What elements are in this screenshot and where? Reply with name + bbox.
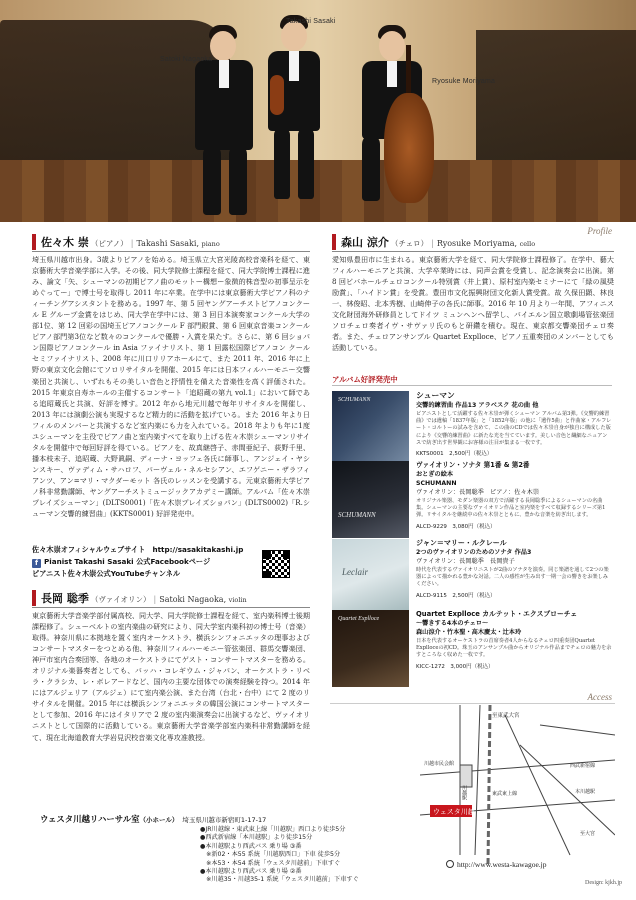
album-item[interactable] [332,539,612,621]
album-performers: ヴァイオリン：長岡聡季 長岡貴子 [416,558,515,565]
map-label: 至東武大宮 [492,713,520,719]
nagaoka-name-jp: 長岡 聡季 [41,592,89,605]
album-description: オリジナル楽器、モダン楽器の双方で活躍する長岡聡季によるシューマンの名曲集。シューマンの主要なヴァイオリン作品と室内楽をすべて収録するシリーズ第1弾。リサイタルを継続中の佐々木崇とともに、豊かな音楽を紡ぎ出します。 [416,498,606,519]
map-label: 東武東上線 [492,791,518,797]
album-item[interactable] [332,610,612,692]
album-code: ALCD-9115 2,500円（税込） [416,592,496,599]
access-routes [200,826,359,885]
access-route: ※新02・本55 系統「川越駅西口」下車 徒歩5分 [200,851,341,859]
globe-icon [446,860,454,868]
website-link[interactable] [446,860,547,869]
album-code: ALCD-9229 3,080円（税込） [416,523,496,530]
album-subtitle: 交響的練習曲 作品13 アラベスク 花の曲 他 [416,402,539,409]
website-url[interactable]: http://sasakitakashi.jp [152,545,244,554]
albums-rule [332,385,612,386]
photo-name-sasaki: Takashi Sasaki [286,18,336,25]
album-code: KKTS0001 2,500円（税込） [416,451,493,458]
access-label: Access [587,692,612,702]
album-item[interactable] [332,461,612,543]
qr-code [262,550,290,578]
youtube-label[interactable]: ピアニスト佐々木崇公式YouTubeチャンネル [32,569,181,578]
access-url[interactable]: http://www.westa-kawagoe.jp [457,860,547,869]
sasaki-heading-rule [32,251,310,252]
nagaoka-heading [32,590,247,606]
sasaki-instrument-en: piano [201,240,220,248]
heading-separator: | [130,239,134,248]
photo-name-moriyama: Ryosuke Moriyama [432,78,496,85]
sasaki-bio: 埼玉県川越市出身。3歳よりピアノを始める。埼玉県立大宮光陵高校音楽科を経て、東京藝術大学音楽学部に入学。その後、同大学院修士課程を経て、同大学院博士課程に進み、論文「矢、シューマンの初期ピアノ曲のモットー構想ー象徴的株音型の初事呈示をめぐってー」で博士号を取得し 2011 年に卒業。在学中には東京藝術大学ピアノ科のティーチングアシスタントを務める。1997 年、第 5 回ヤングアーチストピアノコンクール E グループ金賞をはじめ、同大学在学中には、第 3 回日本演奏家コンクール大学の部1位、第 12 回彩の国埼玉ピアノコンクール F 部門銀賞、第 6 回東京音楽コンクールピアノ部門第3位など数々のコンクールで優勝・入賞を果たす。さらに、第 6 回ショパン国際ピアノコンクール in Asia ファイナリスト、第 1 回露松国際ピアノコン クールセミファイナリスト、2008 年に川口リリアホールにて、また 2011 年、2016 年に上野の東京文化会館にてソロリサイタルを開催、2015 年には日本フィルハーモニー交響楽団と共演し、いずれもその美しい音色と抒情性を備えた音楽性を高く評価された。2015 年東京自寿ホールの主催するコンサート「追昭蔵の第九 vol.1」において師である追昭蔵氏と共演、好評を博す。2012 年から地元川越で毎年リサイタルを開催し、2013 年には演劇公演も実現するなど精力的に活動を拡げている。また 2016 年より日フィルのメンバーと共演するなど室内楽にも力を入れている。2018 年よりも年に1度ユシューマンを主役でピアノ曲と室内楽すべてを取り上げる佐々木崇シューマンリサイタルを開催中で毎回好評を得ている。ピアノを、故真継啓子、赤間亜紀子、荻野千里、播本枝未子、追昭蔵、大野眞嗣、ディーナ・ヨッフェ各氏に師事し、アンジェイ・ヤシンスキー、ヴァディム・サハロフ、パーヴェル・ネルセシアン、エフゲニー・ザラフィアンツ、アン=マリ・マクダーモット 各氏のレッスンを受講する。元東京藝術大学ピアノ科非常勤講師、ヤングアーチストミュージックアカデミー講師。アルバム「佐々木崇プレイズシューマン」(DLTS0001)「佐々木崇プレイズショパン」(DLTS0002)「R.シューマン交響的練習曲」(KKTS0001) 好評発売中。 [32,255,310,519]
album-cover [332,461,409,538]
venue-small: （小ホール） [139,816,179,824]
moriyama-heading-rule [332,251,614,252]
access-rule [330,703,615,704]
access-route: ●本川越駅より西武バス 乗り場 ③番 [200,842,302,850]
nagaoka-instrument-en: violin [228,596,247,604]
nagaoka-bio: 東京藝術大学音楽学部付属高校、同大学、同大学院修士課程を経て、室内楽科博士後期課程修了。シューベルトの室内楽曲の研究により、同大学室内楽科初の博士号（音楽）取得。神奈川県に本拠地を置く室内オーケストラ、横浜シンフォニエッタの理事およびコンサートマスターをつとめる他、神奈川フィルハーモニー管弦楽団、群馬交響楽団、神戸市室内合奏団等、各地のオーケストラにてゲスト・コンサートマスターを務める。オリジナル楽器奏者としても、バッハ・コレギウム・ジャパン、オーケストラ・リベラ・クラシカ、レ・ボレアードなど、国内の主要な団体での演奏経験を持つ。2014 年にはアルジェリア（アルジェ）にて室内楽公演、また台湾（台北・台中）にて 2 度のリサイタルを開催。2015 年には横浜シンフォニエッタの韓国公演にコンサートマスターとして参加、2016 年にはイタリアで 2 度の室内楽演奏会に出演するなど、ヴァイオリニストとして国際的に活動している。東京藝術大学音楽学部室内楽科非常勤講師を経て、現在北海道教育大学岩見沢校音楽文化専攻准教授。 [32,611,310,742]
album-description: 時代を代表するヴァイオリニストが2曲のソナタを演奏。同じ楽譜を通して2つの楽器によって描かれる豊かな対話。二人の感性が生み出す一期一会の響きをお楽しみください。 [416,567,609,588]
map-label: 至大宮 [580,831,596,837]
venue-line [40,813,266,825]
album-subtitle: 〜響きする4本のチェロ〜 [416,620,489,627]
sasaki-instrument-jp: （ピアノ） [90,239,128,248]
trio-photo [0,0,636,222]
moriyama-name-jp: 森山 涼介 [341,236,389,249]
map-label: 川越市民会館 [424,761,455,767]
sasaki-links [32,544,262,580]
youtube-line[interactable] [32,568,262,580]
piano-right [476,30,636,170]
photo-floor [0,160,636,222]
map-label: 本川越駅 [575,789,596,795]
cover-text: Leclair [342,567,368,577]
access-map [420,705,615,875]
nagaoka-instrument-jp: （ヴァイオリン） [90,595,151,604]
album-title: Quartet Explloce カルテット・エクスプローチェ [416,610,578,618]
access-route: ※川越35・川越35-1 系統「ウェスタ川越前」下車すぐ [200,876,359,884]
photo-name-nagaoka: Satoki Nagaoka [160,56,213,63]
moriyama-instrument-jp: （チェロ） [390,239,429,248]
website-label: 佐々木崇オフィシャルウェブサイト [32,545,146,554]
sasaki-name-jp: 佐々木 崇 [41,236,89,249]
facebook-icon: f [32,559,41,568]
album-description: ピアニストとして活躍する佐々木崇が弾くシューマン アルバム第3弾。《交響的練習曲》では遺稿「1837年版」と「1852年版」の他に「遺作5曲」と作曲家・アルフレート・コルトーの試みを含めて、この曲のCDでは佐々木崇自身が独自に構成した版により《交響的練習曲》に新たな光を当てています。美しい音色と繊細なニュアンスで紡ぎ出す世界観にお客様の注目が集まる一枚です。 [416,411,612,446]
album-title: ジャン＝マリー・ルクレール [416,539,507,547]
heading-separator: | [153,595,157,604]
map-label-venue: ウェスタ川越 [433,808,475,816]
venue-address: 埼玉県川越市新宿町1-17-17 [182,816,267,824]
moriyama-instrument-en: cello [519,240,536,248]
album-performers: 森山涼介・竹本聖・高木慶太・辻本玲 [416,629,522,636]
moriyama-heading [332,234,535,250]
cover-text: SCHUMANN [338,397,371,403]
heading-separator: | [431,239,434,248]
album-subtitle: 2つのヴァイオリンのためのソナタ 作品3 [416,549,532,556]
facebook-line[interactable] [32,556,262,568]
map-label: 西武新宿線 [570,763,596,769]
album-title: ヴァイオリン・ソナタ 第1番 & 第2番 [416,461,530,469]
album-subtitle-2: SCHUMANN [416,480,457,487]
moriyama-bio: 愛知県豊田市に生まれる。東京藝術大学を経て、同大学院修士課程修了。在学中、藝大フィルハーモニアと共演、大学卒業時には、同声会賞を受賞し、記念演奏会に出演。第 8 回ビバホールチェロコンクール特別賞（井上賞）、原村室内楽セミナーにて「緑の風奨励賞」、「ハイドン賞」を受賞。豊田市文化振興財団文化新人賞受賞。故 久保田顕、林良一、林俊昭、北本秀樹、山崎伸子の各氏に師事。2016 年 10 月より一年間、アフィニス文化財団海外研修員としてドイツ ミュンヘンへ留学し、バイエルン国立歌劇場管弦楽団ソロチェロ奏者イヴ・サヴァリ氏のもと研鑽を積む。現在、東京都交響楽団チェロ奏者。また、チェロアンサンブル Quartet Explloce、ピアノ五重奏団のメンバーとしても活動している。 [332,255,614,353]
nagaoka-heading-rule [32,607,310,608]
album-subtitle: おとぎの絵本 [416,471,454,478]
cover-text: Quartet Explloce [338,616,380,622]
album-cover [332,391,409,468]
sasaki-heading [32,234,220,250]
website-line [32,544,262,556]
access-route: ●JR川越線・東武東上線「川越駅」西口より徒歩5分 [200,826,346,833]
access-route: ●本川越駅より西武バス 乗り場 ②番 [200,868,302,876]
sasaki-name-en: Takashi Sasaki, [136,239,199,248]
cover-text: SCHUMANN [338,511,376,519]
access-route: ※本53・本54 系統「ウェスタ川越前」下車すぐ [200,859,341,867]
album-description: 日本を代表するオーケストラの首席奏者4人からなるチェロ四重奏団Quartet Explloceの初CD。珠玉のアンサンブル曲からオリジナル作品までチェロの魅力を余すところなく収めた一枚です。 [416,638,612,659]
nagaoka-name-en: Satoki Nagaoka, [159,595,227,604]
profile-label: Profile [587,226,612,236]
access-route: ●西武新宿線「本川越駅」より徒歩15分 [200,834,313,842]
album-cover [332,610,409,687]
design-credit: Design: kjkh.jp [585,880,622,886]
map-label-station: 川越駅 [461,785,467,800]
moriyama-name-en: Ryosuke Moriyama, [436,239,518,248]
albums-header: アルバム好評発売中 [332,375,398,384]
facebook-label[interactable]: Pianist Takashi Sasaki 公式Facebookページ [44,557,211,566]
album-cover [332,539,409,616]
album-title: シューマン [416,391,455,400]
album-performers: ヴァイオリン：長岡聡季 ピアノ：佐々木崇 [416,489,540,496]
album-code: KICC-1272 3,000円（税込） [416,663,494,670]
venue-name: ウェスタ川越リハーサル室 [40,814,140,824]
